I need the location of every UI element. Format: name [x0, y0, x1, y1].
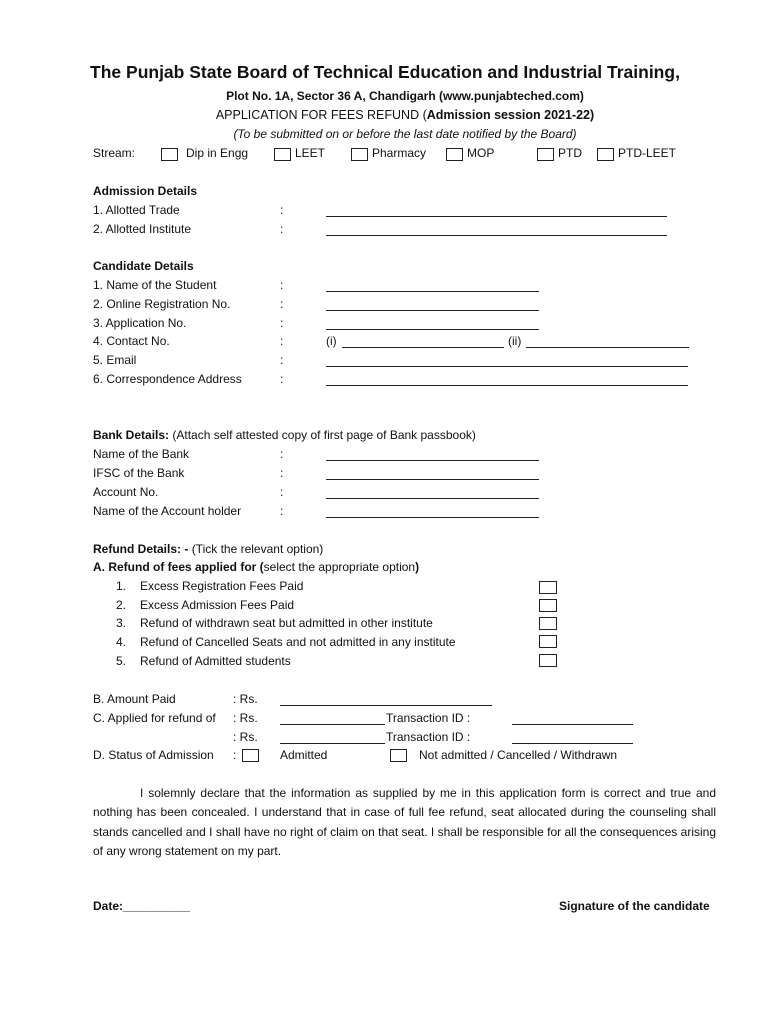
contact-ii-label: (ii) [508, 334, 522, 348]
admitted-checkbox[interactable] [242, 749, 259, 762]
admission-heading: Admission Details [93, 184, 198, 198]
transaction-id-field[interactable] [512, 724, 633, 725]
declaration-text: I solemnly declare that the information as supplied by me in this application form is correct and true and nothing has been concealed. I understand that in case of full fee refund, seat allocated during the counseling shall stands cancelled and I shall have no right of claim on that seat. I shall be responsible for all the consequences arising of any wrong statement on my part. [93, 786, 716, 858]
refund-cancelled-seats-checkbox[interactable] [539, 635, 557, 648]
application-title-main: APPLICATION FOR FEES REFUND ( [215, 108, 427, 122]
transaction-id-label: Transaction ID : [386, 730, 471, 744]
stream-label: Stream: [93, 146, 136, 160]
contact-i-field[interactable] [342, 347, 504, 348]
refund-option-cancelled-seats: Refund of Cancelled Seats and not admitted in any institute [140, 635, 456, 649]
student-name-label: 1. Name of the Student [93, 278, 217, 292]
stream-ptd-leet-label: PTD-LEET [618, 146, 677, 160]
rs-label: : Rs. [233, 711, 258, 725]
contact-i-label: (i) [326, 334, 337, 348]
account-no-label: Account No. [93, 485, 159, 499]
student-name-field[interactable] [326, 291, 539, 292]
email-field[interactable] [326, 366, 688, 367]
refund-option-excess-admission: Excess Admission Fees Paid [140, 598, 295, 612]
stream-pharmacy-label: Pharmacy [372, 146, 427, 160]
refund-option-excess-registration: Excess Registration Fees Paid [140, 579, 304, 593]
admission-status-label: D. Status of Admission [93, 748, 214, 762]
page-title: The Punjab State Board of Technical Education and Industrial Training, [90, 62, 680, 82]
stream-ptd-leet-checkbox[interactable] [597, 148, 614, 161]
rs-label: : Rs. [233, 730, 258, 744]
refund-option-admitted-students: Refund of Admitted students [140, 654, 291, 668]
bank-name-label: Name of the Bank [93, 447, 190, 461]
refund-option-withdrawn-seat: Refund of withdrawn seat but admitted in other institute [140, 616, 433, 630]
application-no-field[interactable] [326, 329, 539, 330]
stream-leet-label: LEET [295, 146, 326, 160]
refund-heading-note: (Tick the relevant option) [191, 542, 324, 556]
applied-refund-label: C. Applied for refund of [93, 711, 216, 725]
stream-dip-label: Dip in Engg [186, 146, 249, 160]
colon: : [280, 297, 284, 311]
refund-a-label: A. Refund of fees applied for ( [93, 560, 264, 574]
ifsc-field[interactable] [326, 479, 539, 480]
admitted-label: Admitted [280, 748, 328, 762]
stream-mop-label: MOP [467, 146, 495, 160]
allotted-trade-field[interactable] [326, 216, 667, 217]
colon: : [280, 372, 284, 386]
contact-ii-field[interactable] [526, 347, 689, 348]
admission-session: Admission session 2021-22) [426, 108, 595, 122]
bank-heading-row [93, 428, 476, 442]
refund-a-row [93, 560, 419, 574]
refund-option-num: 3. [116, 616, 127, 630]
account-holder-label: Name of the Account holder [93, 504, 242, 518]
rs-label: : Rs. [233, 692, 258, 706]
transaction-id-label: Transaction ID : [386, 711, 471, 725]
contact-no-label: 4. Contact No. [93, 334, 170, 348]
amount-paid-label: B. Amount Paid [93, 692, 176, 706]
email-label: 5. Email [93, 353, 137, 367]
refund-option-num: 1. [116, 579, 127, 593]
transaction-id-field-2[interactable] [512, 743, 633, 744]
ifsc-label: IFSC of the Bank [93, 466, 185, 480]
address-label: 6. Correspondence Address [93, 372, 242, 386]
date-field[interactable]: Date:__________ [93, 899, 190, 913]
bank-heading: Bank Details: [93, 428, 170, 442]
amount-paid-field[interactable] [280, 705, 492, 706]
account-holder-field[interactable] [326, 517, 539, 518]
colon: : [280, 447, 284, 461]
registration-no-label: 2. Online Registration No. [93, 297, 231, 311]
colon: : [280, 316, 284, 330]
refund-option-num: 2. [116, 598, 127, 612]
refund-withdrawn-seat-checkbox[interactable] [539, 617, 557, 630]
stream-leet-checkbox[interactable] [274, 148, 291, 161]
colon: : [280, 278, 284, 292]
bank-note: (Attach self attested copy of first page of Bank passbook) [172, 428, 476, 442]
signature-label: Signature of the candidate [559, 899, 710, 913]
refund-heading-row [93, 542, 323, 556]
application-no-label: 3. Application No. [93, 316, 187, 330]
board-address: Plot No. 1A, Sector 36 A, Chandigarh (www.punjabteched.com) [226, 89, 584, 103]
refund-heading: Refund Details: - [93, 542, 189, 556]
stream-ptd-checkbox[interactable] [537, 148, 554, 161]
bank-name-field[interactable] [326, 460, 539, 461]
colon: : [233, 748, 237, 762]
account-no-field[interactable] [326, 498, 539, 499]
stream-pharmacy-checkbox[interactable] [351, 148, 368, 161]
application-title [0, 108, 770, 122]
candidate-heading: Candidate Details [93, 259, 194, 273]
colon: : [280, 203, 284, 217]
allotted-institute-label: 2. Allotted Institute [93, 222, 192, 236]
allotted-institute-field[interactable] [326, 235, 667, 236]
colon: : [280, 222, 284, 236]
stream-dip-checkbox[interactable] [161, 148, 178, 161]
not-admitted-label: Not admitted / Cancelled / Withdrawn [419, 748, 618, 762]
refund-a-close: ) [415, 560, 420, 574]
colon: : [280, 504, 284, 518]
stream-mop-checkbox[interactable] [446, 148, 463, 161]
refund-admitted-students-checkbox[interactable] [539, 654, 557, 667]
stream-ptd-label: PTD [558, 146, 582, 160]
refund-option-num: 5. [116, 654, 127, 668]
refund-excess-registration-checkbox[interactable] [539, 581, 557, 594]
refund-excess-admission-checkbox[interactable] [539, 599, 557, 612]
applied-refund-amount-field[interactable] [280, 724, 385, 725]
submission-note: (To be submitted on or before the last date notified by the Board) [233, 127, 577, 141]
refund-a-note: select the appropriate option [263, 560, 416, 574]
allotted-trade-label: 1. Allotted Trade [93, 203, 180, 217]
colon: : [280, 466, 284, 480]
colon: : [280, 334, 284, 348]
not-admitted-checkbox[interactable] [390, 749, 407, 762]
refund-option-num: 4. [116, 635, 127, 649]
colon: : [280, 485, 284, 499]
applied-refund-amount-field-2[interactable] [280, 743, 385, 744]
colon: : [280, 353, 284, 367]
address-field[interactable] [326, 385, 688, 386]
registration-no-field[interactable] [326, 310, 539, 311]
